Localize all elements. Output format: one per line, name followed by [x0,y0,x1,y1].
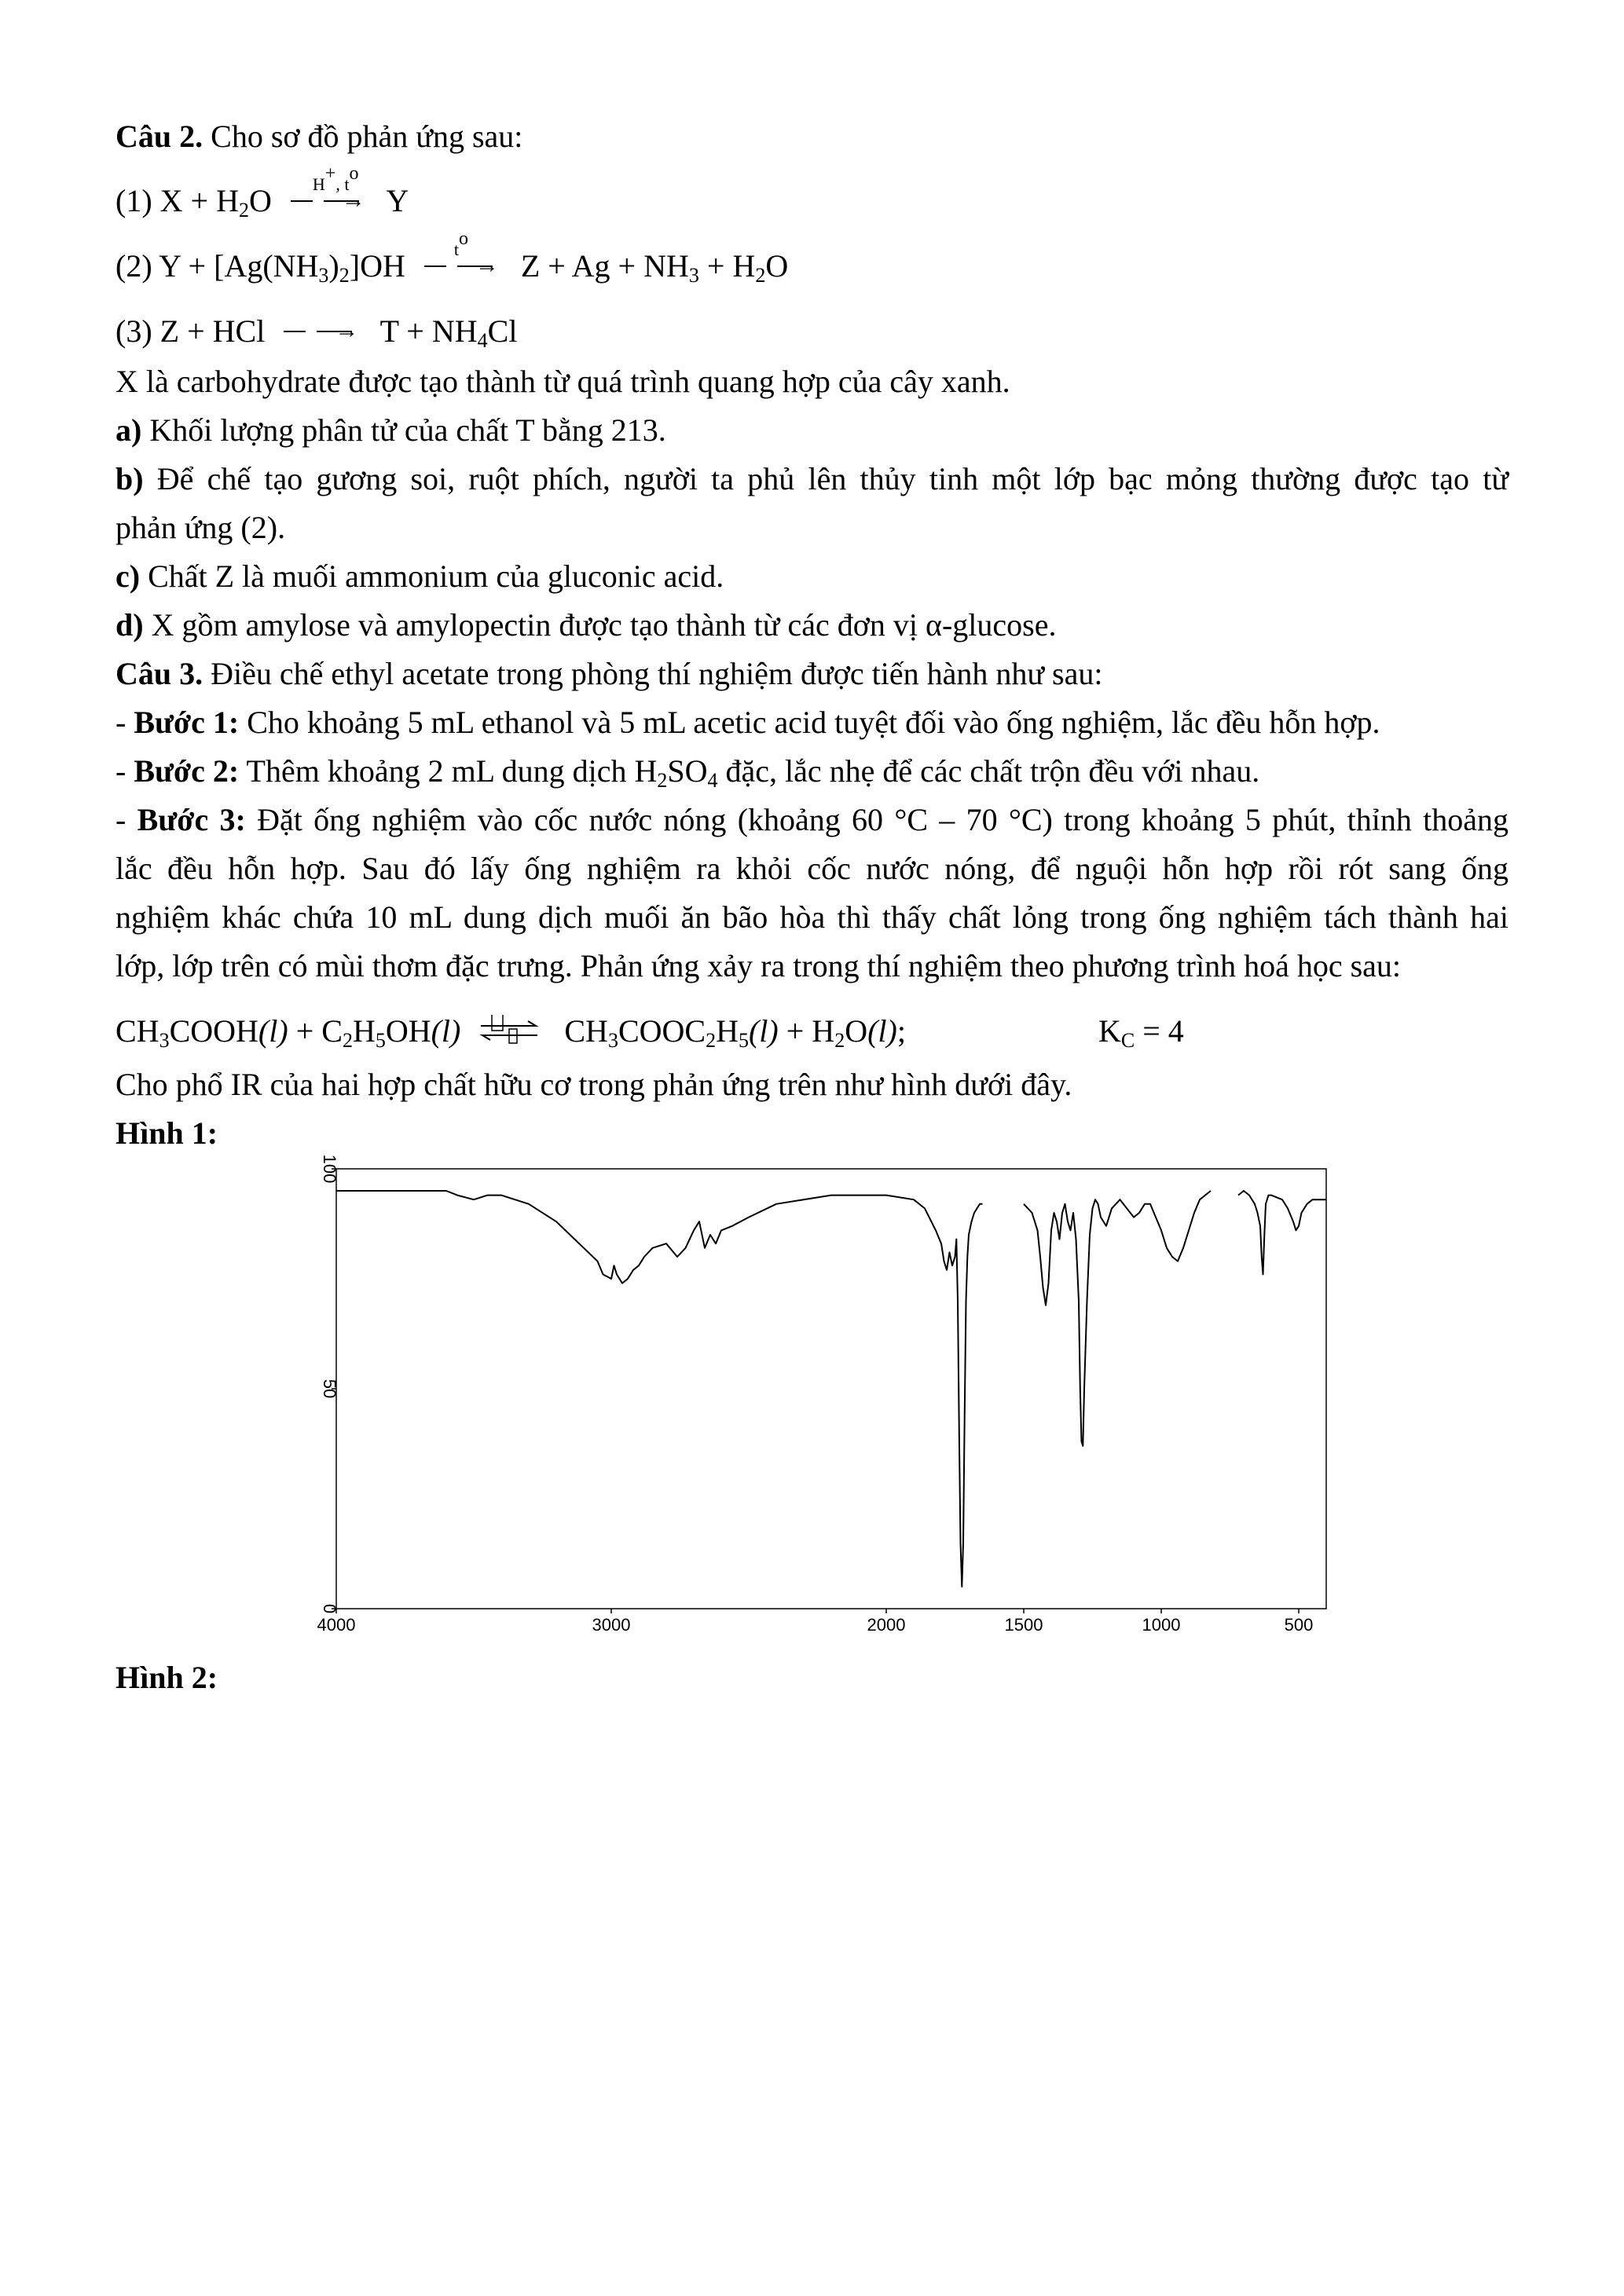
eq-part: O [845,1013,868,1049]
statement-c-label: c) [115,558,141,594]
step-3-label: Bước 3: [137,802,246,837]
step-2-text: Thêm khoảng 2 mL dung dịch H [239,753,658,789]
reaction-1-condition: H+, $t^o$ [312,163,359,194]
eq-part: + H [778,1013,835,1049]
reaction-2 [115,229,789,291]
x-tick-label: 4000 [317,1615,356,1635]
subscript: 4 [477,329,488,352]
statement-c-text: Chất Z là muối ammonium của gluconic acid. [140,558,724,594]
step-3-line-4: lớp, lớp trên có mùi thơm đặc trưng. Phản ứng xảy ra trong thí nghiệm theo phương trình hoá học sau: [115,948,1402,983]
kc-value: = 4 [1135,1013,1184,1049]
reaction-3-lhs: (3) Z + HCl [115,313,266,349]
subscript: 2 [706,1029,717,1052]
reaction-arrow-icon: → H+, $t^o$ [291,183,365,214]
state-symbol: (l) [258,1013,288,1049]
spectrum-line [1024,1191,1211,1446]
figure-2-label: Hình 2: [115,1660,218,1695]
figure-1-label: Hình 1: [115,1115,218,1151]
reaction-2-part: (2) Y + [Ag(NH [115,248,319,284]
subscript: 3 [688,264,699,287]
state-symbol: (l) [867,1013,897,1049]
reaction-3-rhs: T + NH [379,313,478,349]
statement-b-label: b) [115,461,144,496]
plot-frame [336,1169,1326,1609]
subscript: 2 [755,264,766,287]
step-dash: - [115,802,137,837]
reaction-2-condition: $t^o$ [453,229,468,259]
equilibrium-constant [1098,1007,1184,1056]
step-1-text: Cho khoảng 5 mL ethanol và 5 mL acetic acid tuyệt đối vào ống nghiệm, lắc đều hỗn hợp. [239,705,1380,740]
step-1-label: Bước 1: [134,705,240,740]
x-tick-label: 1000 [1142,1615,1181,1635]
subscript: 3 [159,1029,170,1052]
statement-a [115,406,666,455]
step-3-line-3: nghiệm khác chứa 10 mL dung dịch muối ăn bão hòa thì thấy chất lỏng trong ống nghiệm tách thành hai [115,899,1509,935]
reaction-arrow-icon: → $t^o$ [424,248,499,280]
subscript: 5 [375,1029,386,1052]
y-tick-label: 0 [320,1603,339,1614]
y-tick-label: 50 [320,1379,339,1399]
subscript: 2 [339,264,350,287]
reaction-2-part: + H [698,248,756,284]
statement-a-text: Khối lượng phân tử của chất T bằng 213. [141,412,666,448]
statement-b-line-1 [115,455,1509,504]
ir-spectrum-chart [297,1153,1342,1640]
subscript: 3 [607,1029,618,1052]
statement-a-label: a) [115,412,142,448]
statement-d-text: X gồm amylose và amylopectin được tạo thành từ các đơn vị α-glucose. [143,607,1057,643]
statement-d-label: d) [115,607,144,643]
question-3-intro-text: Điều chế ethyl acetate trong phòng thí nghiệm được tiến hành như sau: [203,656,1103,691]
reaction-1-lhs-end: O [248,183,272,218]
x-tick-label: 2000 [867,1615,906,1635]
x-tick-label: 3000 [592,1615,631,1635]
step-3-text: Đặt ống nghiệm vào cốc nước nóng (khoảng 60 °C – 70 °C) trong khoảng 5 phút, thỉnh thoảng [245,802,1509,837]
question-2-intro [115,112,522,161]
reaction-2-part: ) [328,248,339,284]
question-3-intro [115,650,1102,698]
x-tick-label: 1500 [1004,1615,1043,1635]
reaction-1-product: Y [386,183,409,218]
state-symbol: (l) [748,1013,779,1049]
eq-part: CH [115,1013,159,1049]
step-3-line-2: lắc đều hỗn hợp. Sau đó lấy ống nghiệm ra khỏi cốc nước nóng, để nguội hỗn hợp rồi rót sang ống [115,851,1509,886]
eq-part: H [352,1013,376,1049]
step-3-line-1 [115,796,1509,844]
esterification-equation [115,1007,906,1056]
statement-d [115,601,1056,650]
eq-part: H [716,1013,739,1049]
question-2-title: Câu 2. [115,119,203,154]
subscript: 2 [657,769,668,792]
eq-part: COOH [169,1013,258,1049]
step-dash: - [115,705,134,740]
spectrum-line [1238,1191,1326,1274]
step-dash: - [115,753,134,789]
kc-symbol: K [1098,1013,1121,1049]
step-2-text: đặc, lắc nhẹ để các chất trộn đều với nhau. [717,753,1260,789]
eq-part: CH [564,1013,608,1049]
question-2-description: X là carbohydrate được tạo thành từ quá trình quang hợp của cây xanh. [115,364,1010,399]
step-2-label: Bước 2: [134,753,240,789]
step-1 [115,698,1380,747]
eq-part: COOC [618,1013,706,1049]
reaction-2-part: O [765,248,789,284]
x-tick-label: 500 [1284,1615,1314,1635]
reaction-2-part: Z + Ag + NH [520,248,689,284]
reaction-2-part: ]OH [349,248,405,284]
reaction-3-rhs-end: Cl [487,313,518,349]
equilibrium-arrow-icon [478,1015,541,1046]
reaction-1-lhs: (1) X + H [115,183,239,218]
subscript: 4 [707,769,718,792]
question-2-intro-text: Cho sơ đồ phản ứng sau: [211,119,523,154]
step-2 [115,747,1259,796]
reaction-3 [115,307,517,356]
reaction-arrow-icon: → [284,313,358,345]
question-3-title: Câu 3. [115,656,203,691]
step-2-text: SO [667,753,708,789]
eq-part: OH [385,1013,431,1049]
eq-part: + C [288,1013,343,1049]
subscript: 5 [738,1029,749,1052]
subscript: 2 [342,1029,353,1052]
statement-c [115,552,724,601]
statement-b-line-2: phản ứng (2). [115,510,286,545]
eq-part: ; [896,1013,906,1049]
subscript: C [1120,1029,1135,1052]
subscript: 2 [238,199,249,222]
ir-intro: Cho phổ IR của hai hợp chất hữu cơ trong phản ứng trên như hình dưới đây. [115,1067,1072,1102]
subscript: 3 [318,264,329,287]
subscript: 2 [834,1029,845,1052]
y-tick-label: 100 [320,1154,339,1184]
statement-b-text: Để chế tạo gương soi, ruột phích, người ta phủ lên thủy tinh một lớp bạc mỏng thường được tạo từ [143,461,1509,496]
reaction-1 [115,163,409,225]
state-symbol: (l) [431,1013,461,1049]
spectrum-line [336,1191,983,1587]
